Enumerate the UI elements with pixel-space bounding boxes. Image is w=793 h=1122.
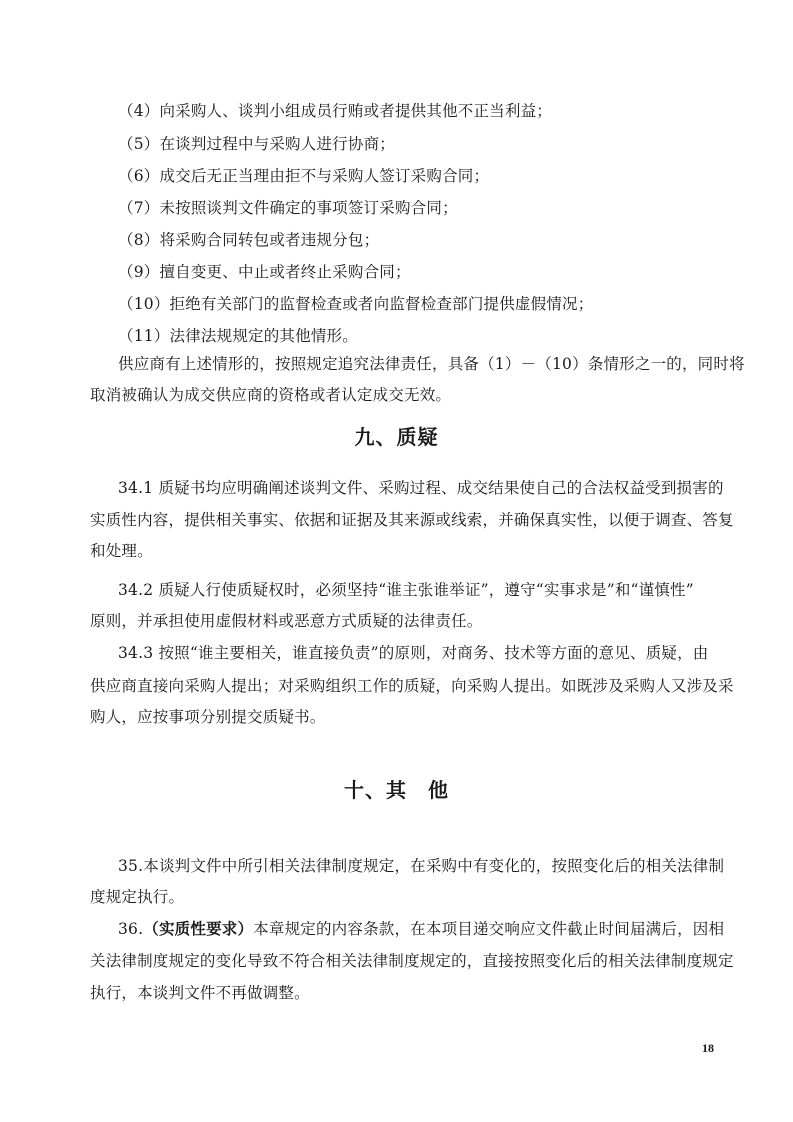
paragraph-line: 34.2 质疑人行使质疑权时，必须坚持“谁主张谁举证”，遵守“实事求是”和“谨慎性”: [118, 581, 694, 599]
section-heading: 十、其 他: [344, 778, 449, 802]
paragraph-line: 关法律制度规定的变化导致不符合相关法律制度规定的，直接按照变化后的相关法律制度规定: [90, 952, 734, 970]
clause-text: 本章规定的内容条款，在本项目递交响应文件截止时间届满后，因相: [253, 920, 725, 938]
paragraph-line: 原则，并承担使用虚假材料或恶意方式质疑的法律责任。: [90, 612, 483, 630]
paragraph-line: 执行，本谈判文件不再做调整。: [90, 984, 310, 1002]
list-item: （5）在谈判过程中与采购人进行协商；: [118, 135, 395, 153]
paragraph-line: 实质性内容，提供相关事实、依据和证据及其来源或线索，并确保真实性，以便于调查、答复: [90, 511, 734, 529]
list-item: （10）拒绝有关部门的监督检查或者向监督检查部门提供虚假情况；: [118, 295, 594, 313]
paragraph-line: 35.本谈判文件中所引相关法律制度规定，在采购中有变化的，按照变化后的相关法律制: [118, 857, 725, 875]
paragraph-line: [118, 919, 724, 939]
list-item: （4）向采购人、谈判小组成员行贿或者提供其他不正当利益；: [118, 102, 552, 120]
paragraph-line: 供应商直接向采购人提出；对采购组织工作的质疑，向采购人提出。如既涉及采购人又涉及采: [90, 677, 734, 695]
clause-number: 36.: [118, 920, 144, 938]
paragraph-line: 34.3 按照“谁主要相关，谁直接负责”的原则，对商务、技术等方面的意见、质疑，由: [118, 644, 709, 662]
paragraph-line: 供应商有上述情形的，按照规定追究法律责任，具备（1）－（10）条情形之一的，同时将: [118, 355, 745, 373]
list-item: （9）擅自变更、中止或者终止采购合同；: [118, 263, 411, 281]
paragraph-line: 34.1 质疑书均应明确阐述谈判文件、采购过程、成交结果使自己的合法权益受到损害的: [118, 479, 724, 497]
substantive-requirement-label: （实质性要求）: [143, 920, 254, 938]
list-item: （6）成交后无正当理由拒不与采购人签订采购合同；: [118, 167, 490, 185]
list-item: （11）法律法规规定的其他情形。: [118, 327, 358, 345]
paragraph-line: 购人，应按事项分别提交质疑书。: [90, 708, 326, 726]
paragraph-line: 和处理。: [90, 542, 153, 560]
list-item: （7）未按照谈判文件确定的事项签订采购合同；: [118, 199, 458, 217]
list-item: （8）将采购合同转包或者违规分包；: [118, 231, 380, 249]
paragraph-line: 取消被确认为成交供应商的资格或者认定成交无效。: [90, 386, 452, 404]
paragraph-line: 度规定执行。: [90, 888, 185, 906]
section-heading: 九、质疑: [354, 425, 439, 449]
page-number: 18: [702, 1041, 714, 1055]
